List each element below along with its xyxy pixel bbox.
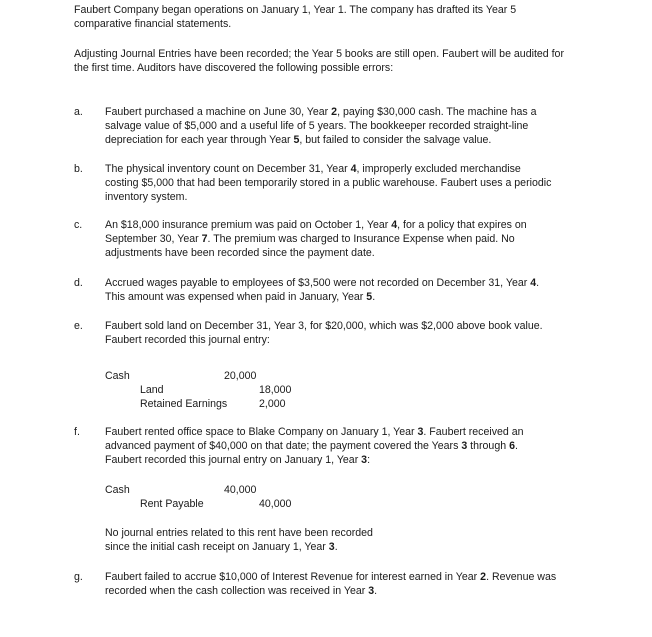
- rent-note: No journal entries related to this rent have been recorded since the initial cash receipt on January 1, Year 3.: [105, 527, 373, 553]
- item-text: The physical inventory count on December 31, Year 4, improperly excluded merchandise costing $5,000 that had been temporarily stored in a public warehouse. Faubert uses a periodic inventory system.: [105, 163, 552, 203]
- journal-account: Cash: [105, 484, 130, 496]
- journal-account: Retained Earnings: [140, 398, 228, 410]
- item-label: c.: [74, 219, 83, 231]
- item-text: Faubert failed to accrue $10,000 of Interest Revenue for interest earned in Year 2. Revenue was recorded when the cash collection was received in Year 3.: [105, 571, 557, 597]
- journal-credit: 40,000: [259, 498, 292, 510]
- journal-account: Cash: [105, 370, 130, 382]
- item-text: Faubert sold land on December 31, Year 3, for $20,000, which was $2,000 above book value. Faubert recorded this journal entry:: [105, 320, 543, 346]
- intro-line-1: Faubert Company began operations on January 1, Year 1. The company has drafted its Year 5: [74, 4, 517, 16]
- journal-account: Rent Payable: [140, 498, 204, 510]
- journal-account: Land: [140, 384, 164, 396]
- intro-paragraph: [74, 3, 574, 31]
- item-label: a.: [74, 106, 83, 118]
- context-line-2: the first time. Auditors have discovered the following possible errors:: [74, 62, 394, 74]
- item-text: Accrued wages payable to employees of $3,500 were not recorded on December 31, Year 4. This amount was expensed when paid in January, Year 5.: [105, 277, 540, 303]
- journal-credit: 18,000: [259, 384, 292, 396]
- item-label: e.: [74, 320, 83, 332]
- context-paragraph: [74, 47, 574, 75]
- item-label: g.: [74, 571, 83, 583]
- item-label: d.: [74, 277, 83, 289]
- item-label: f.: [74, 426, 80, 438]
- intro-line-2: comparative financial statements.: [74, 18, 232, 30]
- item-text: Faubert rented office space to Blake Company on January 1, Year 3. Faubert received an advanced payment of $40,000 on that date; the payment covered the Years 3 through 6. Faubert recorded this journal entry on January 1, Year 3:: [105, 426, 524, 466]
- journal-debit: 20,000: [224, 370, 257, 382]
- journal-debit: 40,000: [224, 484, 257, 496]
- journal-credit: 2,000: [259, 398, 286, 410]
- item-label: b.: [74, 163, 83, 175]
- context-line-1: Adjusting Journal Entries have been recorded; the Year 5 books are still open. Faubert will be audited for: [74, 48, 564, 60]
- item-text: Faubert purchased a machine on June 30, Year 2, paying $30,000 cash. The machine has a salvage value of $5,000 and a useful life of 5 years. The bookkeeper recorded straight-line depreciation for each year through Year 5, but failed to consider the salvage value.: [105, 106, 537, 146]
- item-text: An $18,000 insurance premium was paid on October 1, Year 4, for a policy that expires on September 30, Year 7. The premium was charged to Insurance Expense when paid. No adjustments have been recorded since the payment date.: [105, 219, 527, 259]
